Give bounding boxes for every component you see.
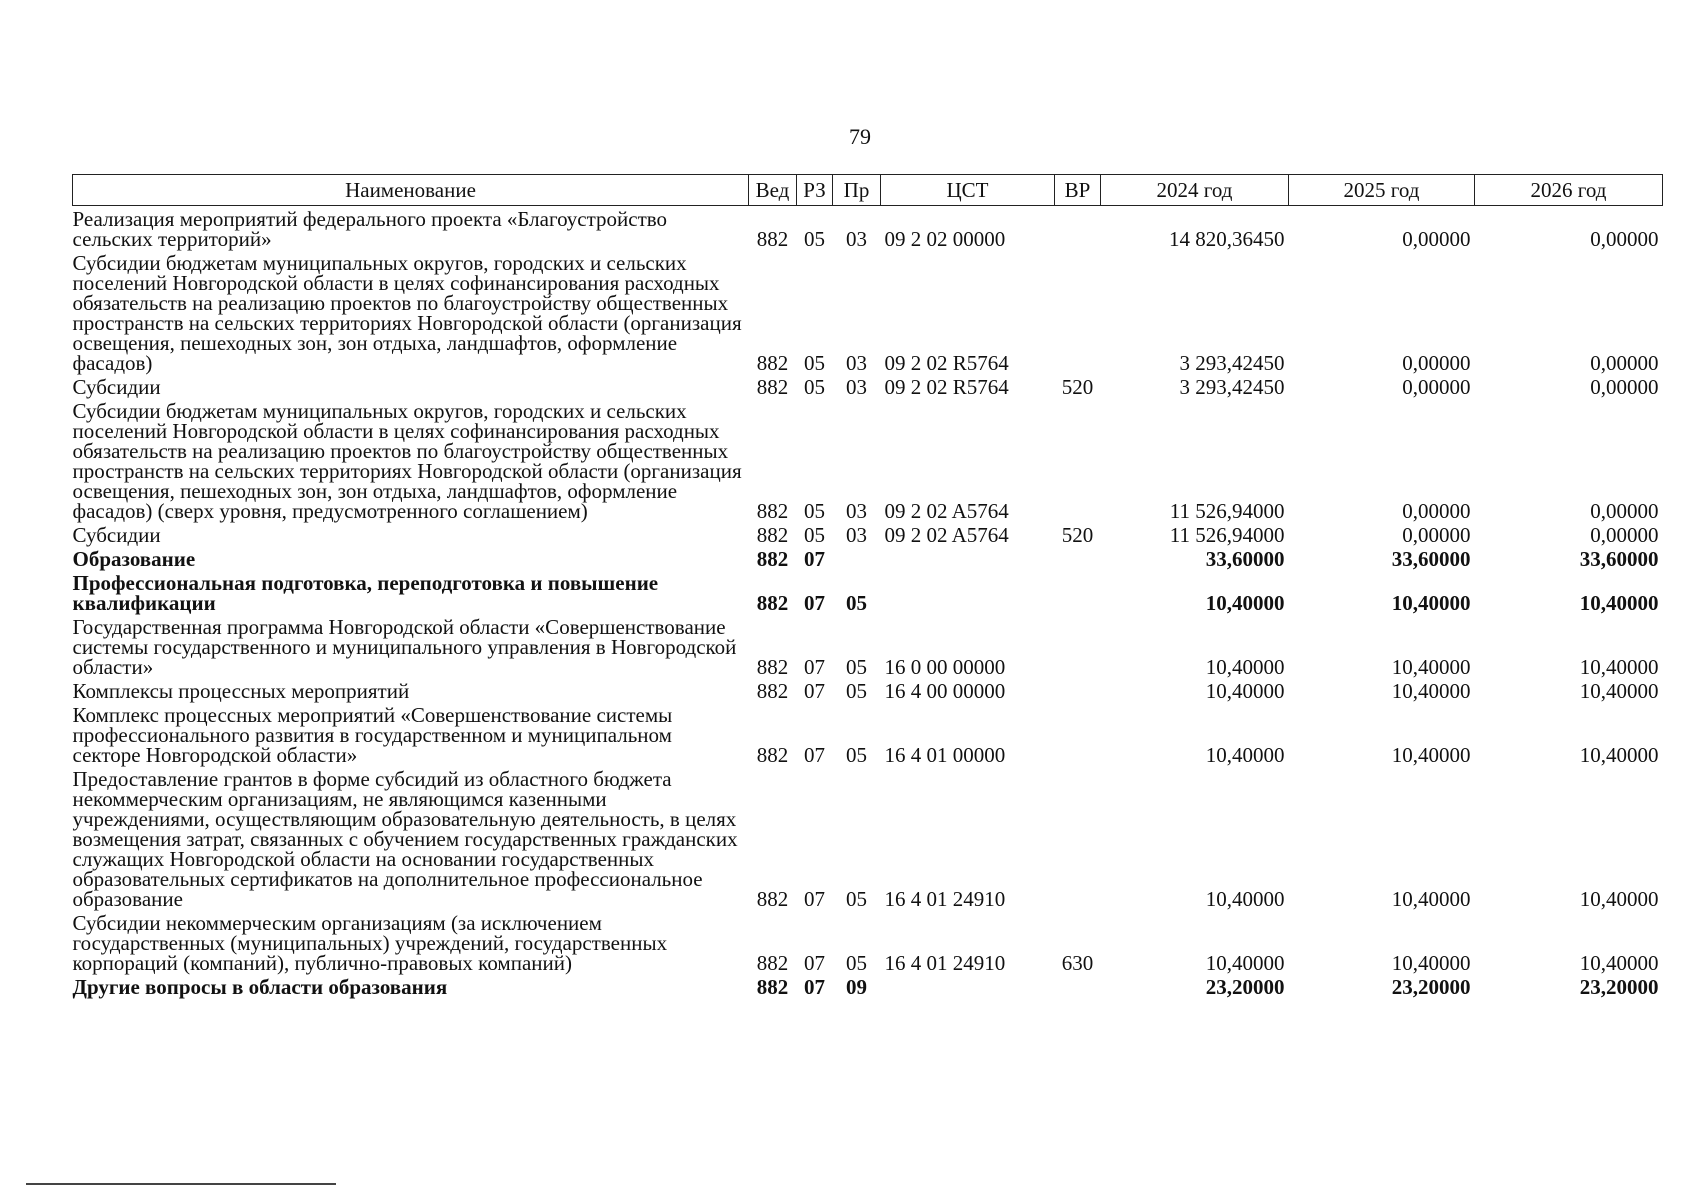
row-name: Образование: [72, 547, 196, 571]
row-name: Комплексы процессных мероприятий: [72, 679, 410, 703]
row-vr: [1055, 206, 1101, 251]
row-2024: 23,20000: [1205, 975, 1285, 999]
row-rz: 05: [804, 523, 825, 547]
row-2026: 23,20000: [1579, 975, 1659, 999]
row-pr: 09: [846, 975, 867, 999]
row-2025: 0,00000: [1402, 499, 1471, 523]
table-header-row: [73, 175, 1663, 206]
row-rz: 07: [804, 887, 825, 911]
row-ved: 882: [756, 887, 789, 911]
row-rz: 07: [804, 743, 825, 767]
table-row: [73, 614, 1663, 678]
row-cst: [881, 570, 1055, 614]
row-vr: [1055, 570, 1101, 614]
row-name: Субсидии: [72, 375, 161, 399]
table-row: [73, 206, 1663, 251]
table-row: [73, 398, 1663, 522]
row-ved: 882: [756, 743, 789, 767]
row-2025: 10,40000: [1391, 591, 1471, 615]
header-pr: Пр: [833, 175, 881, 206]
row-pr: 03: [846, 523, 867, 547]
row-2025: 0,00000: [1402, 523, 1471, 547]
header-2025: 2025 год: [1289, 175, 1475, 206]
row-vr: [1055, 546, 1101, 570]
header-2024: 2024 год: [1101, 175, 1289, 206]
row-rz: 07: [804, 679, 825, 703]
budget-table: [72, 174, 1663, 998]
row-name: Субсидии бюджетам муниципальных округов, городских и сельских поселений Новгородской области в целях софинансирования расходных обязательств на реализацию проектов по благоустройству общественных пространств на сельских территориях Новгородской области (организация освещения, пешеходных зон, зон отдыха, ландшафтов, оформление фасадов): [72, 251, 742, 375]
row-2026: 10,40000: [1579, 655, 1659, 679]
row-2026: 0,00000: [1590, 351, 1659, 375]
row-2025: 0,00000: [1402, 375, 1471, 399]
row-rz: 07: [804, 951, 825, 975]
row-rz: 05: [804, 351, 825, 375]
row-ved: 882: [756, 975, 789, 999]
row-2025: 10,40000: [1391, 679, 1471, 703]
row-vr: [1055, 974, 1101, 998]
row-cst: 09 2 02 A5764: [884, 499, 1009, 523]
row-cst: 09 2 02 R5764: [884, 375, 1009, 399]
row-rz: 07: [804, 591, 825, 615]
table-row: [73, 766, 1663, 910]
row-ved: 882: [756, 351, 789, 375]
table-row: [73, 522, 1663, 546]
row-pr: 03: [846, 227, 867, 251]
row-2025: 23,20000: [1391, 975, 1471, 999]
row-cst: 09 2 02 R5764: [884, 351, 1009, 375]
row-ved: 882: [756, 547, 789, 571]
row-2024: 14 820,36450: [1169, 227, 1285, 251]
table-row: [73, 678, 1663, 702]
row-ved: 882: [756, 951, 789, 975]
row-2024: 3 293,42450: [1179, 375, 1285, 399]
row-pr: 03: [846, 351, 867, 375]
row-vr: 520: [1061, 523, 1094, 547]
row-2024: 10,40000: [1205, 591, 1285, 615]
row-2026: 0,00000: [1590, 499, 1659, 523]
row-2024: 10,40000: [1205, 887, 1285, 911]
row-ved: 882: [756, 679, 789, 703]
table-row: [73, 374, 1663, 398]
row-vr: [1055, 250, 1101, 374]
row-vr: [1055, 614, 1101, 678]
row-ved: 882: [756, 591, 789, 615]
header-cst: ЦСТ: [881, 175, 1055, 206]
table-row: [73, 910, 1663, 974]
row-cst: 16 4 01 24910: [884, 951, 1006, 975]
row-2025: 10,40000: [1391, 655, 1471, 679]
table-row: [73, 546, 1663, 570]
row-2026: 33,60000: [1579, 547, 1659, 571]
row-2025: 0,00000: [1402, 227, 1471, 251]
row-vr: [1055, 678, 1101, 702]
row-2024: 11 526,94000: [1169, 499, 1285, 523]
row-name: Комплекс процессных мероприятий «Совершенствование системы профессионального развития в государственном и муниципальном секторе Новгородской области»: [72, 703, 673, 767]
header-name: Наименование: [73, 175, 749, 206]
row-2025: 33,60000: [1391, 547, 1471, 571]
row-vr: 520: [1061, 375, 1094, 399]
row-name: Субсидии некоммерческим организациям (за исключением государственных (муниципальных) учреждений, государственных корпораций (компаний), публично-правовых компаний): [72, 911, 668, 975]
row-pr: 05: [846, 887, 867, 911]
row-cst: 16 4 01 00000: [884, 743, 1006, 767]
row-2024: 33,60000: [1205, 547, 1285, 571]
row-2024: 10,40000: [1205, 679, 1285, 703]
row-vr: [1055, 766, 1101, 910]
row-cst: [881, 974, 1055, 998]
row-ved: 882: [756, 523, 789, 547]
row-2026: 10,40000: [1579, 887, 1659, 911]
row-2026: 10,40000: [1579, 951, 1659, 975]
header-rz: РЗ: [797, 175, 833, 206]
row-name: Реализация мероприятий федерального проекта «Благоустройство сельских территорий»: [72, 207, 668, 251]
row-name: Государственная программа Новгородской области «Совершенствование системы государственного и муниципального управления в Новгородской области»: [72, 615, 737, 679]
row-ved: 882: [756, 655, 789, 679]
row-cst: 09 2 02 00000: [884, 227, 1006, 251]
row-2024: 10,40000: [1205, 655, 1285, 679]
header-2026: 2026 год: [1475, 175, 1663, 206]
row-2025: 10,40000: [1391, 743, 1471, 767]
row-rz: 07: [804, 975, 825, 999]
row-vr: [1055, 702, 1101, 766]
header-vr: ВР: [1055, 175, 1101, 206]
header-ved: Вед: [749, 175, 797, 206]
row-2025: 10,40000: [1391, 951, 1471, 975]
row-rz: 07: [804, 655, 825, 679]
row-rz: 05: [804, 375, 825, 399]
row-rz: 05: [804, 499, 825, 523]
row-vr: 630: [1061, 951, 1094, 975]
row-name: Другие вопросы в области образования: [72, 975, 448, 999]
table-body: [73, 206, 1663, 999]
row-pr: [833, 546, 881, 570]
row-cst: 09 2 02 A5764: [884, 523, 1009, 547]
row-2024: 11 526,94000: [1169, 523, 1285, 547]
row-2026: 10,40000: [1579, 679, 1659, 703]
table-row: [73, 570, 1663, 614]
row-cst: 16 4 01 24910: [884, 887, 1006, 911]
row-name: Субсидии бюджетам муниципальных округов, городских и сельских поселений Новгородской области в целях софинансирования расходных обязательств на реализацию проектов по благоустройству общественных пространств на сельских территориях Новгородской области (организация освещения, пешеходных зон, зон отдыха, ландшафтов, оформление фасадов) (сверх уровня, предусмотренного соглашением): [72, 399, 742, 523]
row-2024: 10,40000: [1205, 951, 1285, 975]
table-row: [73, 250, 1663, 374]
table-row: [73, 702, 1663, 766]
row-2026: 0,00000: [1590, 523, 1659, 547]
row-2024: 10,40000: [1205, 743, 1285, 767]
row-pr: 03: [846, 375, 867, 399]
row-2024: 3 293,42450: [1179, 351, 1285, 375]
row-2026: 10,40000: [1579, 743, 1659, 767]
row-name: Субсидии: [72, 523, 161, 547]
row-rz: 07: [804, 547, 825, 571]
row-2026: 10,40000: [1579, 591, 1659, 615]
row-pr: 05: [846, 679, 867, 703]
row-2026: 0,00000: [1590, 375, 1659, 399]
row-2025: 10,40000: [1391, 887, 1471, 911]
row-pr: 05: [846, 951, 867, 975]
row-ved: 882: [756, 375, 789, 399]
row-name: Предоставление грантов в форме субсидий из областного бюджета некоммерческим организациям, не являющимся казенными учреждениями, осуществляющим образовательную деятельность, в целях возмещения затрат, связанных с обучением государственных гражданских служащих Новгородской области на основании государственных образовательных сертификатов на дополнительное профессиональное образование: [72, 767, 738, 911]
page-number: 79: [849, 124, 871, 149]
row-2026: 0,00000: [1590, 227, 1659, 251]
table-row: [73, 974, 1663, 998]
row-cst: 16 4 00 00000: [884, 679, 1006, 703]
row-pr: 05: [846, 655, 867, 679]
row-2025: 0,00000: [1402, 351, 1471, 375]
row-ved: 882: [756, 499, 789, 523]
row-vr: [1055, 398, 1101, 522]
row-name: Профессиональная подготовка, переподготовка и повышение квалификации: [72, 571, 659, 615]
footer-rule: [26, 1183, 336, 1185]
row-pr: 03: [846, 499, 867, 523]
row-ved: 882: [756, 227, 789, 251]
row-pr: 05: [846, 591, 867, 615]
row-rz: 05: [804, 227, 825, 251]
row-cst: [881, 546, 1055, 570]
row-cst: 16 0 00 00000: [884, 655, 1006, 679]
row-pr: 05: [846, 743, 867, 767]
